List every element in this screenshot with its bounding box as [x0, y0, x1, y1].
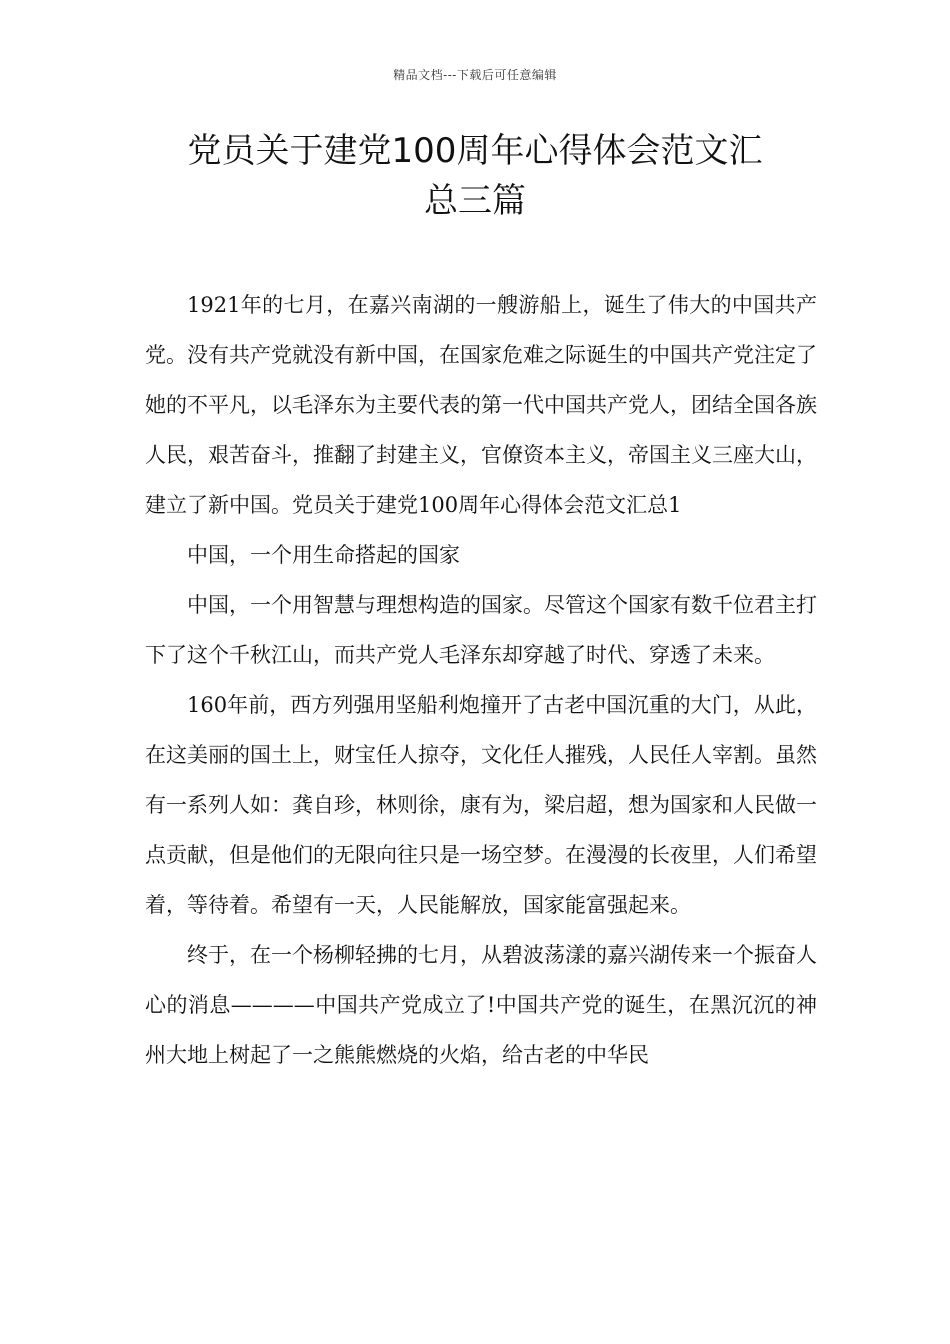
paragraph-2: 中国，一个用生命搭起的国家 [187, 543, 460, 567]
paragraph-3: 中国，一个用智慧与理想构造的国家。尽管这个国家有数千位君主打下了这个千秋江山，而共产党人毛泽东却穿越了时代、穿透了未来。 [145, 593, 817, 667]
paragraph-4: 160年前，西方列强用坚船利炮撞开了古老中国沉重的大门，从此，在这美丽的国土上，财宝任人掠夺，文化任人摧残，人民任人宰割。虽然有一系列人如：龚自珍，林则徐，康有为，梁启超，想为国家和人民做一点贡献，但是他们的无限向往只是一场空梦。在漫漫的长夜里，人们希望着，等待着。希望有一天，人民能解放，国家能富强起来。 [145, 693, 817, 917]
document-title [120, 126, 830, 226]
paragraph-1: 1921年的七月，在嘉兴南湖的一艘游船上，诞生了伟大的中国共产党。没有共产党就没有新中国，在国家危难之际诞生的中国共产党注定了她的不平凡，以毛泽东为主要代表的第一代中国共产党人，团结全国各族人民，艰苦奋斗，推翻了封建主义，官僚资本主义，帝国主义三座大山，建立了新中国。党员关于建党100周年心得体会范文汇总1 [145, 293, 817, 517]
document-body [145, 280, 817, 1080]
title-line-1: 党员关于建党100周年心得体会范文汇 [187, 131, 763, 171]
header-note: 精品文档---下载后可任意编辑 [393, 68, 557, 82]
title-line-2: 总三篇 [424, 181, 526, 221]
paragraph-5: 终于，在一个杨柳轻拂的七月，从碧波荡漾的嘉兴湖传来一个振奋人心的消息————中国共产党成立了!中国共产党的诞生，在黑沉沉的神州大地上树起了一之熊熊燃烧的火焰，给古老的中华民 [145, 943, 817, 1067]
